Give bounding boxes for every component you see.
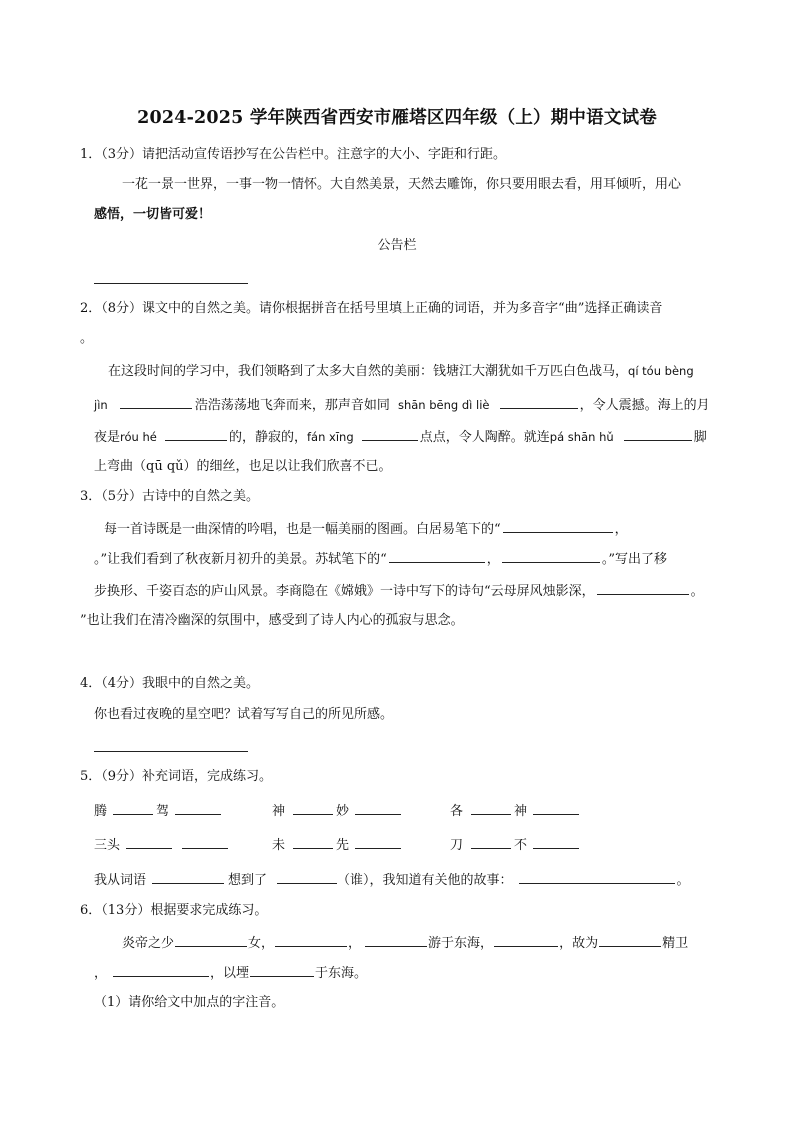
pinyin-rou-he: róu hé <box>120 430 157 444</box>
q1-bulletin-board-label: 公告栏 <box>377 238 417 253</box>
q3-passage-line-3 <box>94 580 704 601</box>
q6-text: 于东海。 <box>315 966 368 981</box>
q5-text: （谁），我知道有关他的故事： <box>337 873 513 888</box>
blank-idiom-choice[interactable] <box>152 869 224 884</box>
idiom-blank[interactable] <box>182 834 228 849</box>
idiom-blank[interactable] <box>533 834 579 849</box>
blank-poem-2[interactable] <box>389 548 485 563</box>
blank-poem-1[interactable] <box>503 518 613 533</box>
q6-passage-line-1 <box>122 932 688 953</box>
idiom-blank[interactable] <box>355 834 401 849</box>
idiom-char: 不 <box>514 838 528 853</box>
blank-story[interactable] <box>519 869 675 884</box>
idiom-char: 先 <box>336 838 350 853</box>
q6-text: ，故为 <box>559 936 599 951</box>
q3-text: ， <box>486 552 500 567</box>
q3-passage-line-4: ”也让我们在清冷幽深的氛围中，感受到了诗人内心的孤寂与思念。 <box>80 613 464 628</box>
idiom-blank[interactable] <box>293 834 333 849</box>
idiom-char: 腾 <box>94 804 108 819</box>
q3-text: 每一首诗既是一曲深情的吟唱，也是一幅美丽的图画。白居易笔下的“ <box>104 522 501 537</box>
idiom-char: 神 <box>514 804 528 819</box>
pinyin-fan-xing: fán xīng <box>307 430 354 444</box>
q2-text: 浩浩荡荡地飞奔而来，那声音如同 <box>194 398 390 413</box>
q2-passage-line-4: 上弯曲（qū qǔ）的细丝，也足以让我们欣喜不已。 <box>94 459 392 474</box>
blank-q6-6[interactable] <box>113 962 209 977</box>
q2-text: 点点，令人陶醉。就连 <box>419 430 550 445</box>
q6-text: ， <box>94 966 108 981</box>
q3-passage-line-2 <box>94 548 667 569</box>
idiom-char: 驾 <box>156 804 170 819</box>
q2-heading-tail: 。 <box>80 331 94 346</box>
idiom-char: 妙 <box>336 804 350 819</box>
blank-q6-4[interactable] <box>494 932 558 947</box>
blank-3[interactable] <box>165 426 227 441</box>
q6-text: ， <box>348 936 362 951</box>
pinyin-shan-beng-di-lie: shān bēng dì liè <box>397 398 490 412</box>
idiom-blank[interactable] <box>113 800 153 815</box>
q5-row-2-2 <box>272 834 401 855</box>
q6-heading: 6．（13分）根据要求完成练习。 <box>80 903 268 918</box>
q6-subquestion-1: （1）请你给文中加点的字注音。 <box>94 995 285 1010</box>
q3-text: 。”写出了移 <box>601 552 667 567</box>
idiom-blank[interactable] <box>126 834 172 849</box>
blank-q6-3[interactable] <box>365 932 427 947</box>
q2-heading: 2．（8分）课文中的自然之美。请你根据拼音在括号里填上正确的词语，并为多音字“曲”选择正确读音 <box>80 301 663 316</box>
idiom-char: 三头 <box>94 838 121 853</box>
idiom-blank[interactable] <box>471 800 511 815</box>
q2-passage-line-1 <box>108 362 694 381</box>
q3-text: 。”让我们看到了秋夜新月初升的美景。苏轼笔下的“ <box>94 552 387 567</box>
blank-who[interactable] <box>277 869 337 884</box>
q6-text: 炎帝之少 <box>122 936 175 951</box>
q1-answer-line[interactable] <box>94 283 248 284</box>
q5-text: 想到了 <box>228 873 268 888</box>
q3-passage-line-1 <box>104 518 628 539</box>
idiom-char: 刀 <box>450 838 464 853</box>
idiom-char: 未 <box>272 838 286 853</box>
idiom-blank[interactable] <box>533 800 579 815</box>
q2-text: 的，静寂的， <box>228 430 307 445</box>
blank-poem-3[interactable] <box>502 548 600 563</box>
q5-row-1-2 <box>272 800 401 821</box>
idiom-char: 神 <box>272 804 286 819</box>
q2-text: 在这段时间的学习中，我们领略到了太多大自然的美丽：钱塘江大潮犹如千万匹白色战马， <box>108 364 629 379</box>
q5-row-1-3 <box>450 800 579 821</box>
q1-slogan-line-2: 感悟，一切皆可爱！ <box>94 207 212 222</box>
blank-q6-7[interactable] <box>250 962 314 977</box>
q5-heading: 5．（9分）补充词语，完成练习。 <box>80 769 273 784</box>
q2-passage-line-3 <box>94 426 707 447</box>
blank-poem-4[interactable] <box>597 580 689 595</box>
idiom-blank[interactable] <box>175 800 221 815</box>
q5-line-3 <box>94 869 690 890</box>
q2-text: 夜是 <box>94 430 121 445</box>
idiom-blank[interactable] <box>471 834 511 849</box>
q4-heading: 4．（4分）我眼中的自然之美。 <box>80 676 260 691</box>
blank-q6-2[interactable] <box>275 932 347 947</box>
idiom-blank[interactable] <box>355 800 401 815</box>
q6-text: 女， <box>248 936 275 951</box>
q3-text: ， <box>614 522 628 537</box>
q4-answer-line[interactable] <box>94 751 248 752</box>
blank-5[interactable] <box>624 426 692 441</box>
q2-passage-line-2 <box>94 394 710 415</box>
q3-heading: 3．（5分）古诗中的自然之美。 <box>80 489 260 504</box>
q5-row-2-1 <box>94 834 228 855</box>
q2-text: 脚 <box>693 430 707 445</box>
q4-prompt: 你也看过夜晚的星空吧？试着写写自己的所见所感。 <box>94 707 394 722</box>
pinyin-jin: jìn <box>94 398 108 412</box>
pinyin-qi-tou-beng: qí tóu bèng <box>628 364 694 378</box>
blank-2[interactable] <box>500 394 578 409</box>
blank-q6-1[interactable] <box>175 932 247 947</box>
q6-text: 精卫 <box>662 936 689 951</box>
q6-text: 游于东海， <box>428 936 494 951</box>
q3-text: 步换形、千姿百态的庐山风景。李商隐在《嫦娥》一诗中写下的诗句“云母屏风烛影深， <box>94 584 595 599</box>
q5-row-1-1 <box>94 800 221 821</box>
blank-q6-5[interactable] <box>599 932 661 947</box>
q5-row-2-3 <box>450 834 579 855</box>
idiom-char: 各 <box>450 804 464 819</box>
q1-slogan-line-1: 一花一景一世界，一事一物一情怀。大自然美景，天然去雕饰，你只要用眼去看，用耳倾听，用心 <box>122 177 682 192</box>
q2-text: ，令人震撼。海上的月 <box>579 398 710 413</box>
exam-title: 2024-2025 学年陕西省西安市雁塔区四年级（上）期中语文试卷 <box>137 108 657 128</box>
blank-4[interactable] <box>362 426 418 441</box>
q6-text: ，以堙 <box>210 966 250 981</box>
blank-1[interactable] <box>120 394 192 409</box>
pinyin-pa-shan-hu: pá shān hǔ <box>549 430 614 444</box>
q1-heading: 1．（3分）请把活动宣传语抄写在公告栏中。注意字的大小、字距和行距。 <box>80 147 507 162</box>
q5-text: 。 <box>676 873 690 888</box>
q6-passage-line-2 <box>94 962 367 983</box>
idiom-blank[interactable] <box>293 800 333 815</box>
q5-text: 我从词语 <box>94 873 147 888</box>
q3-text: 。 <box>690 584 704 599</box>
